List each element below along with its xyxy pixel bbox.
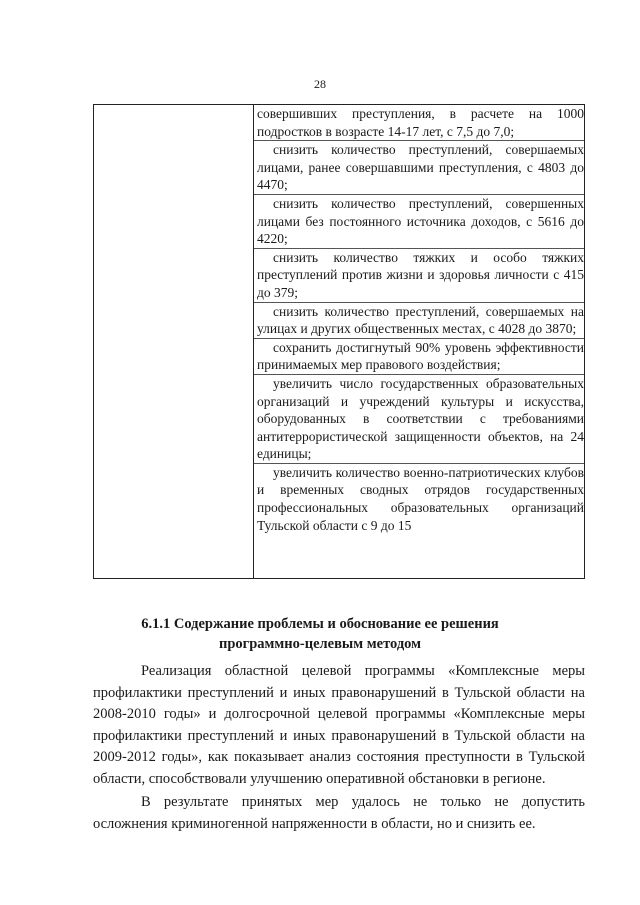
goal-text: снизить количество преступлений, совершаемых лицами, ранее совершавшими преступления, с 4803 до 4470; [257, 142, 584, 193]
section-heading-line1: 6.1.1 Содержание проблемы и обоснование ее решения [141, 616, 499, 632]
paragraph: В результате принятых мер удалось не только не допустить осложнения криминогенной напряженности в области, но и снизить ее. [93, 794, 585, 832]
table-right-column [254, 105, 584, 578]
goal-text: сохранить достигнутый 90% уровень эффективности принимаемых мер правового воздействия; [257, 339, 584, 373]
paragraph: Реализация областной целевой программы «Комплексные меры профилактики преступлений и иных правонарушений в Тульской области на 2008-2010 годы» и долгосрочной целевой программы «Комплексные меры профилактики преступлений и иных правонарушений в Тульской области на 2009-2012 годы», как показывает анализ состояния преступности в Тульской области, способствовали улучшению оперативной обстановки в регионе. [93, 663, 585, 787]
page-number: 28 [314, 77, 326, 91]
table-left-column [94, 105, 254, 578]
goal-text: снизить количество преступлений, совершаемых на улицах и других общественных местах, с 4028 до 3870; [257, 303, 584, 337]
goal-text: совершивших преступления, в расчете на 1000 подростков в возрасте 14-17 лет, с 7,5 до 7,0; [257, 106, 584, 139]
goal-item [254, 140, 584, 194]
goal-item [254, 105, 584, 140]
goal-item [254, 338, 584, 374]
goal-item [254, 463, 584, 534]
goal-item [254, 248, 584, 302]
section-heading-line2: программно-целевым методом [218, 636, 422, 652]
goal-text: увеличить количество военно-патриотических клубов и временных сводных отрядов государственных профессиональных образовательных организаций Тульской области с 9 до 15 [257, 464, 584, 533]
goal-text: снизить количество преступлений, совершенных лицами без постоянного источника доходов, с 5616 до 4220; [257, 195, 584, 247]
goal-text: снизить количество тяжких и особо тяжких преступлений против жизни и здоровья личности с 415 до 379; [257, 249, 584, 300]
goal-text: увеличить число государственных образовательных организаций и учреждений культуры и искусства, оборудованных в соответствии с требованиями антитеррористической защищенности объектов, на 24 единицы; [257, 375, 584, 462]
section-heading [0, 614, 640, 654]
goal-item [254, 374, 584, 463]
goals-table [93, 104, 585, 579]
goal-item [254, 194, 584, 248]
goal-item [254, 302, 584, 338]
body-text [93, 661, 585, 835]
